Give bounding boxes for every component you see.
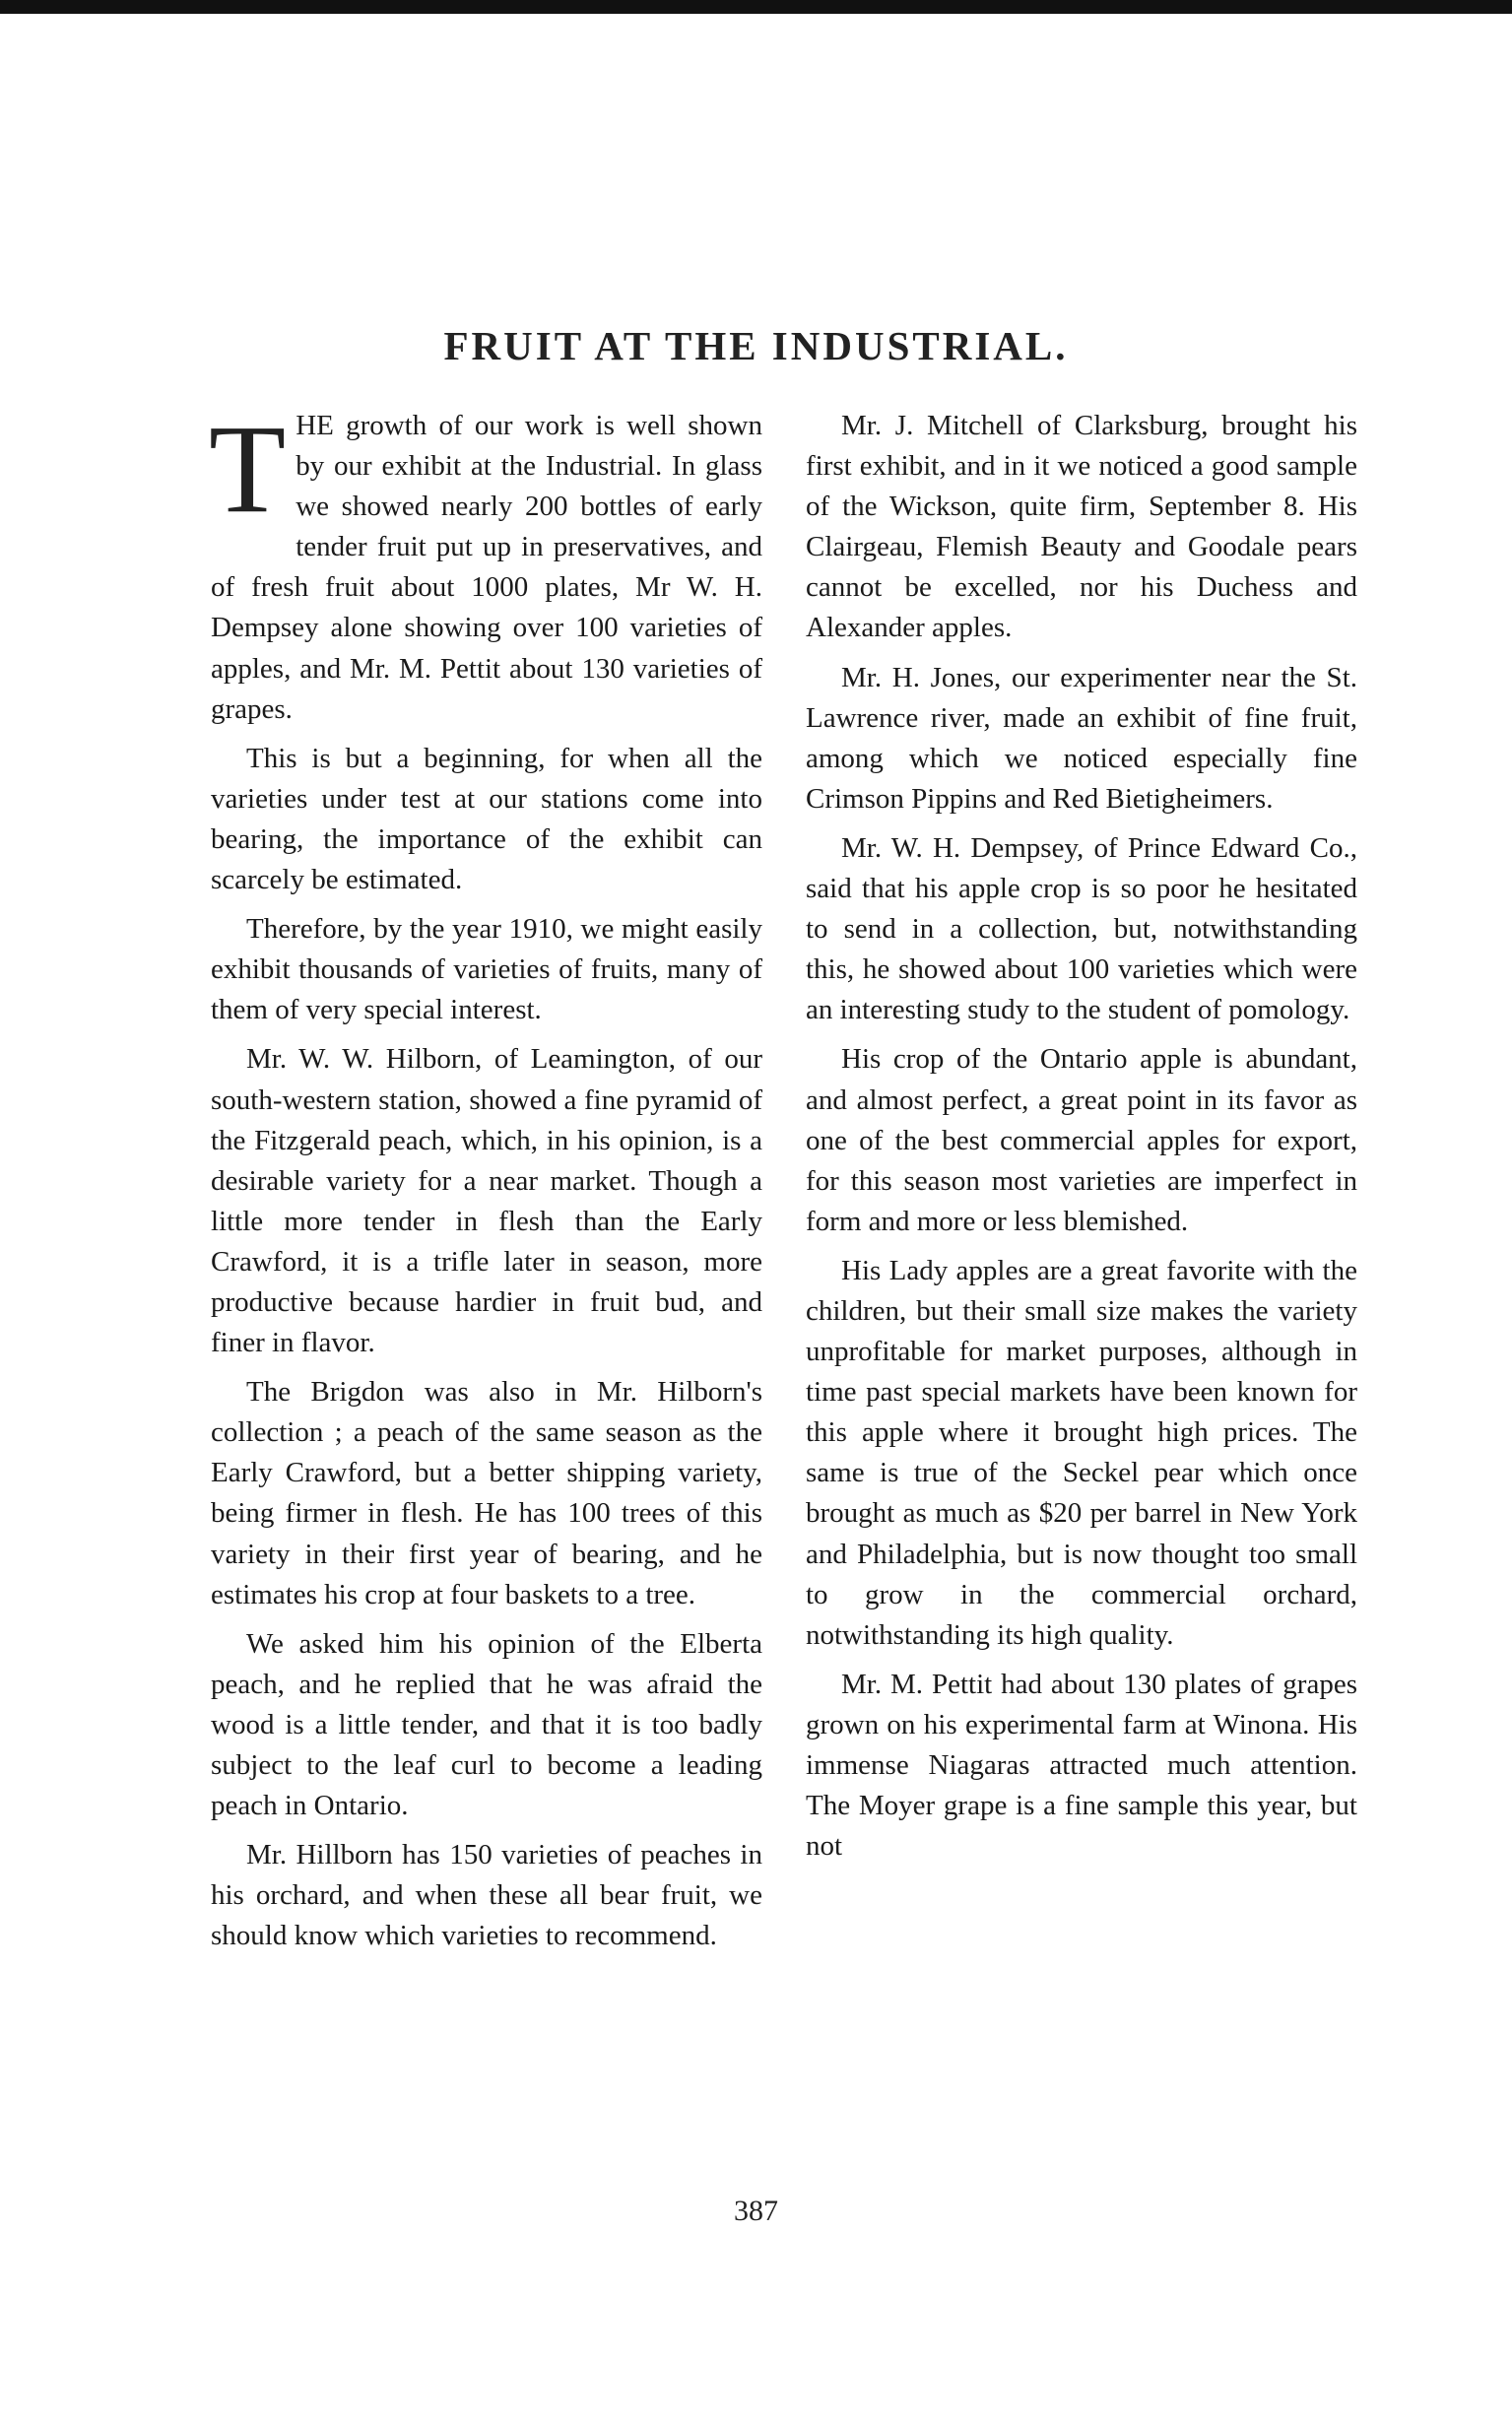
paragraph: Mr. M. Pettit had about 130 plates of grapes grown on his experimental farm at Winona. His immense Niagaras attracted much attention. The Moyer grape is a fine sample this year, but not [806,1668,1357,1863]
paragraph [209,399,762,730]
right-column [806,406,1357,1875]
page-title: FRUIT AT THE INDUSTRIAL. [443,323,1069,369]
paragraph: His crop of the Ontario apple is abundant, and almost perfect, a great point in its favor as one of the best commercial apples for export, for this season most varieties are imperfect in form and more or less blemished. [806,1043,1357,1237]
paragraph: We asked him his opinion of the Elberta peach, and he replied that he was afraid the wood is a little tender, and that it is too badly subject to the leaf curl to become a leading peach in Ontario. [211,1627,762,1822]
page-number: 387 [734,2195,778,2227]
paragraph: Mr. Hillborn has 150 varieties of peaches in his orchard, and when these all bear fruit, we should know which varieties to recommend. [211,1839,762,1952]
paragraph: His Lady apples are a great favorite with the children, but their small size makes the variety unprofitable for market purposes, although in time past special markets have been known for this apple where it brought high prices. The same is true of the Seckel pear which once brought as much as $20 per barrel in New York and Philadelphia, but is now thought too small to grow in the commercial orchard, notwithstanding its high quality. [806,1254,1357,1651]
paragraph: This is but a beginning, for when all the varieties under test at our stations come into bearing, the importance of the exhibit can scarcely be estimated. [211,742,762,896]
paragraph: Mr. J. Mitchell of Clarksburg, brought his first exhibit, and in it we noticed a good sample of the Wickson, quite firm, September 8. His Clairgeau, Flemish Beauty and Goodale pears cannot be excelled, nor his Duchess and Alexander apples. [806,410,1357,644]
drop-cap: T [209,399,287,539]
paragraph: The Brigdon was also in Mr. Hilborn's collection ; a peach of the same season as the Early Crawford, but a better shipping variety, being firmer in flesh. He has 100 trees of this variety in their first year of bearing, and he estimates his crop at four baskets to a tree. [211,1376,762,1610]
paragraph: Mr. H. Jones, our experimenter near the St. Lawrence river, made an exhibit of fine fruit, among which we noticed especially fine Crimson Pippins and Red Bietigheimers. [806,661,1357,815]
paragraph: Therefore, by the year 1910, we might easily exhibit thousands of varieties of fruits, many of them of very special interest. [211,913,762,1026]
top-edge-rule [0,0,1512,14]
paragraph: Mr. W. H. Dempsey, of Prince Edward Co., said that his apple crop is so poor he hesitated to send in a collection, but, notwithstanding this, he showed about 100 varieties which were an interesting study to the student of pomology. [806,831,1357,1026]
paragraph: Mr. W. W. Hilborn, of Leamington, of our south-western station, showed a fine pyramid of the Fitzgerald peach, which, in his opinion, is a desirable variety for a near market. Though a little more tender in flesh than the Early Crawford, it is a trifle later in season, more productive because hardier in fruit bud, and finer in flavor. [211,1043,762,1359]
left-column [209,399,762,1965]
paragraph-text: HE growth of our work is well shown by our exhibit at the Industrial. In glass we showed nearly 200 bottles of early tender fruit put up in preservatives, and of fresh fruit about 1000 plates, Mr W. H. Dempsey alone showing over 100 varieties of apples, and Mr. M. Pettit about 130 varieties of grapes. [211,410,762,725]
